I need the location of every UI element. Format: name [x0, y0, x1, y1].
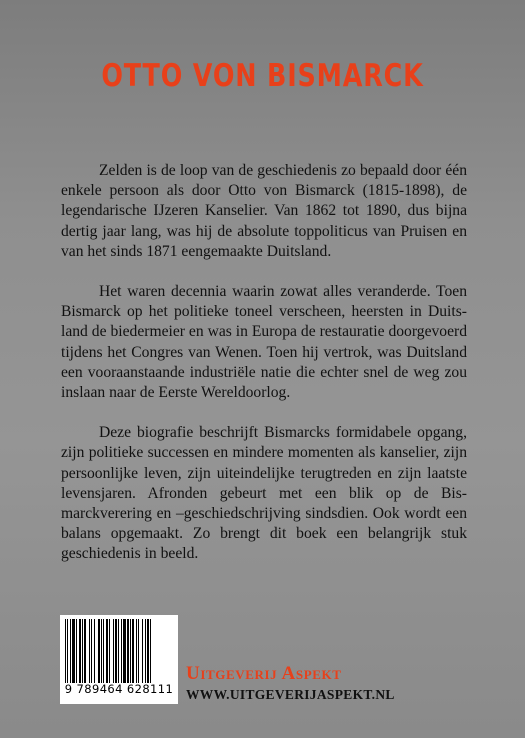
blurb-paragraph-1: Zelden is de loop van de geschiedenis zo bepaald door één enkele persoon als door Otto von Bismarck (1815-1898), de legendarische IJzeren Kanselier. Van 1862 tot 1890, dus bijna dertig jaar lang, was hij de absolute toppoliticus van Pruisen en van het sinds 1871 eengemaakte Duitsland. — [61, 162, 467, 260]
publisher-url: WWW.UITGEVERIJASPEKT.NL — [186, 687, 395, 702]
blurb-paragraph-2: Het waren decennia waarin zowat alles veranderde. Toen Bismarck op het politieke toneel verscheen, heersten in Duitsland de biedermeier en was in Europa de restauratie doorgevoerd tijdens het Congres van Wenen. Toen hij vertrok, was Duitsland een vooraanstaande industriële natie die echter snel de weg zou inslaan naar de Eerste Wereldoorlog. — [61, 283, 467, 402]
barcode-bars — [65, 619, 173, 683]
book-title: OTTO VON BISMARCK — [101, 58, 424, 94]
isbn-barcode — [60, 615, 178, 704]
barcode-number: 9 789464 628111 — [64, 682, 174, 696]
publisher-name: Uitgeverij Aspekt — [186, 663, 342, 684]
blurb-paragraph-3: Deze biografie beschrijft Bismarcks formidabele opgang, zijn politieke successen en mindere momenten als kanselier, zijn persoonlijke leven, zijn uiteindelijke terugtreden en zijn laatste levensjaren. Afronden gebeurt met een blik op de Bismarckverering en –geschiedschrijving sindsdien. Ook wordt een balans opgemaakt. Zo brengt dit boek een belangrijk stuk geschiedenis in beeld. — [61, 424, 467, 563]
blurb — [61, 161, 467, 585]
